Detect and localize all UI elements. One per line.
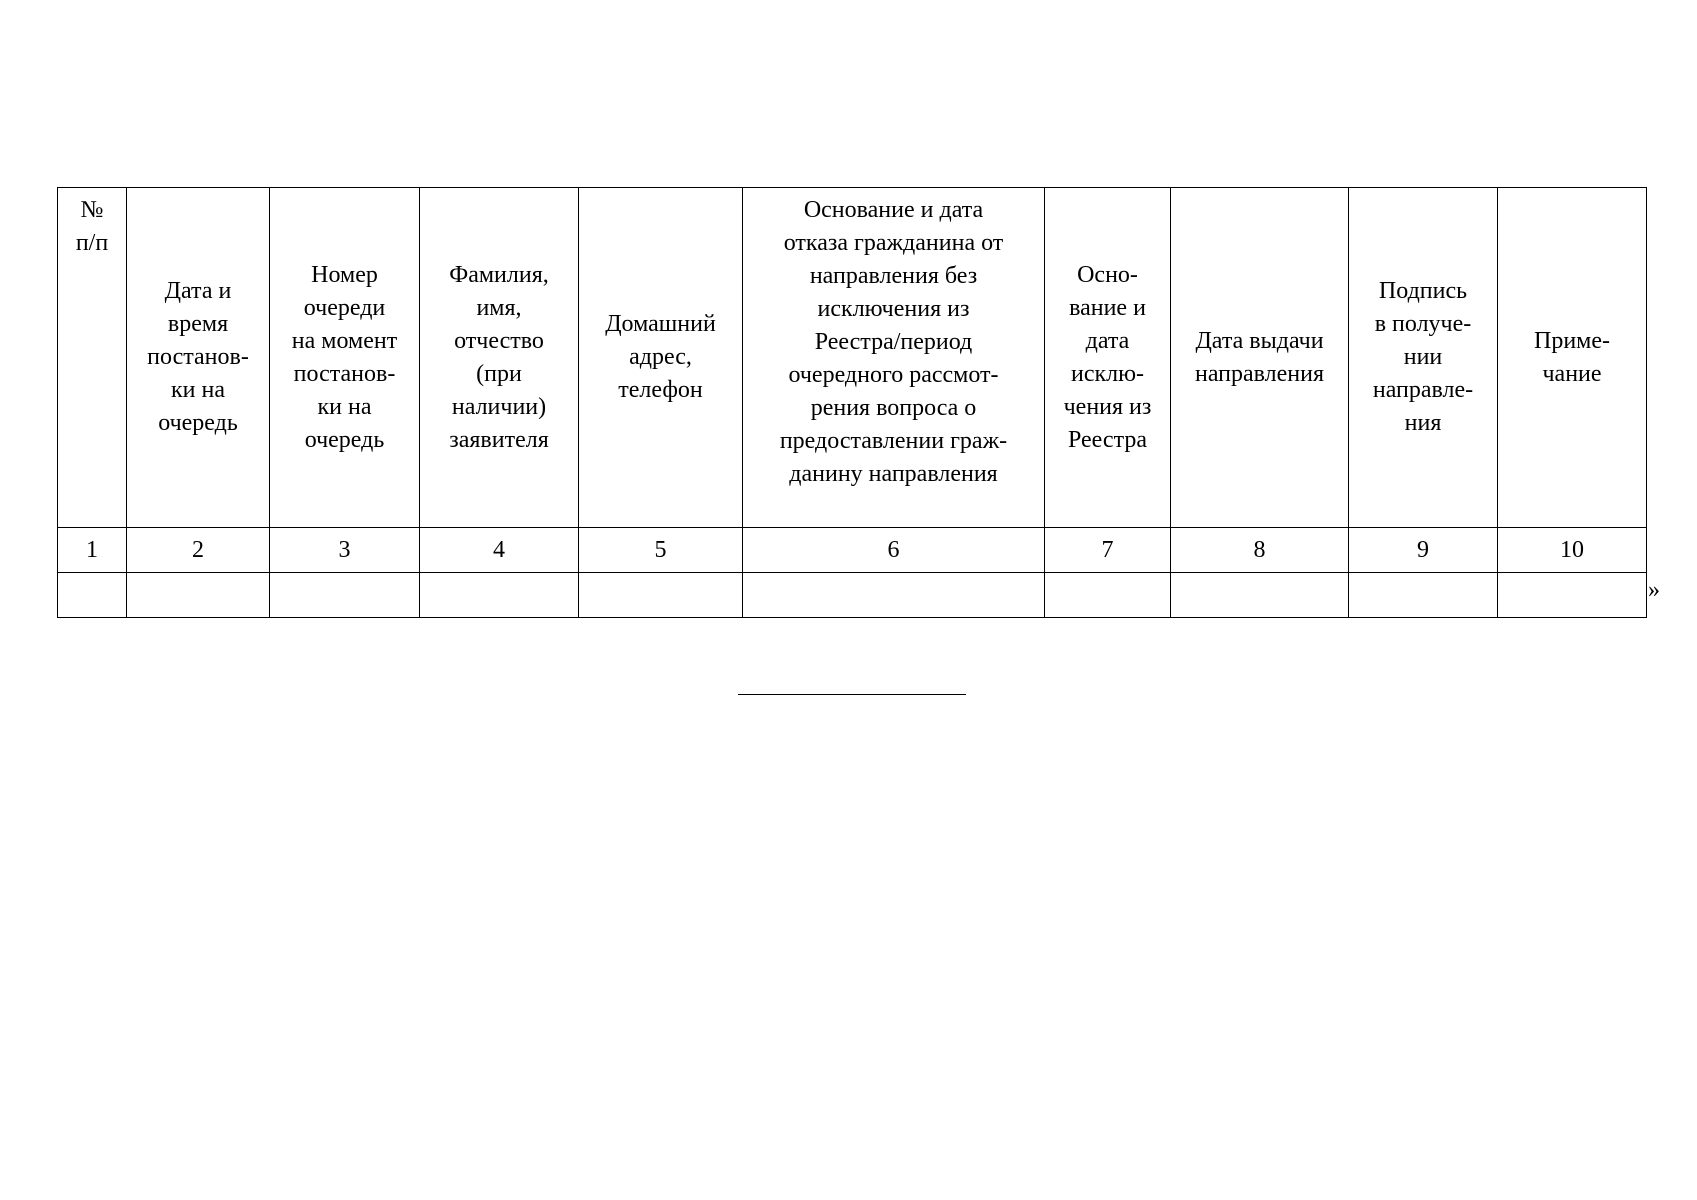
column-number-cell: 4 xyxy=(420,528,579,573)
column-number-cell: 2 xyxy=(127,528,270,573)
header-cell-exclusion-basis: Осно- вание и дата исклю- чения из Реестра xyxy=(1045,188,1171,528)
closing-quote: » xyxy=(1648,577,1660,603)
empty-cell xyxy=(1349,573,1498,618)
header-cell-number: № п/п xyxy=(58,188,127,528)
header-cell-refusal-basis: Основание и дата отказа гражданина от направления без исключения из Реестра/период очередного рассмот- рения вопроса о предоставлении граж- данину направления xyxy=(743,188,1045,528)
empty-cell xyxy=(1498,573,1647,618)
header-cell-queue-datetime: Дата и время постанов- ки на очередь xyxy=(127,188,270,528)
empty-cell xyxy=(420,573,579,618)
column-number-cell: 1 xyxy=(58,528,127,573)
header-cell-signature: Подпись в получе- нии направле- ния xyxy=(1349,188,1498,528)
empty-cell xyxy=(127,573,270,618)
document-end-rule xyxy=(738,694,966,695)
header-cell-issue-date: Дата выдачи направления xyxy=(1171,188,1349,528)
column-number-row xyxy=(58,528,1647,573)
column-number-cell: 9 xyxy=(1349,528,1498,573)
column-number-cell: 6 xyxy=(743,528,1045,573)
empty-cell xyxy=(1045,573,1171,618)
empty-data-row xyxy=(58,573,1647,618)
empty-cell xyxy=(743,573,1045,618)
header-row xyxy=(58,188,1647,528)
empty-cell xyxy=(58,573,127,618)
empty-cell xyxy=(579,573,743,618)
header-cell-note: Приме- чание xyxy=(1498,188,1647,528)
empty-cell xyxy=(1171,573,1349,618)
header-cell-queue-number: Номер очереди на момент постанов- ки на очередь xyxy=(270,188,420,528)
column-number-cell: 5 xyxy=(579,528,743,573)
column-number-cell: 3 xyxy=(270,528,420,573)
empty-cell xyxy=(270,573,420,618)
column-number-cell: 10 xyxy=(1498,528,1647,573)
header-cell-address-phone: Домашний адрес, телефон xyxy=(579,188,743,528)
column-number-cell: 8 xyxy=(1171,528,1349,573)
column-number-cell: 7 xyxy=(1045,528,1171,573)
register-table xyxy=(57,187,1647,618)
header-cell-applicant-name: Фамилия, имя, отчество (при наличии) заявителя xyxy=(420,188,579,528)
